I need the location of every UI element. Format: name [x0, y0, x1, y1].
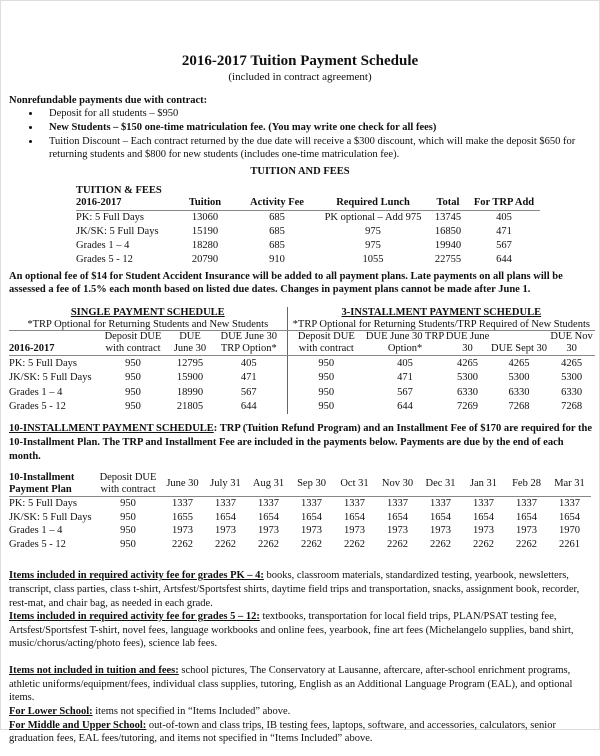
- table-cell: PK: 5 Full Days: [9, 357, 77, 369]
- column-header: July 31: [204, 472, 247, 497]
- column-header: Sep 30: [290, 472, 333, 497]
- column-header: Aug 31: [247, 472, 290, 497]
- table-cell: 950: [120, 498, 136, 510]
- table-cell: 910: [269, 253, 285, 265]
- table-cell: 567: [496, 239, 512, 251]
- table-cell: 2261: [559, 538, 580, 550]
- table-row: [76, 253, 540, 267]
- items-section: [9, 569, 597, 756]
- three-installment-title: 3-INSTALLMENT PAYMENT SCHEDULE: [341, 307, 542, 319]
- table-cell: 1337: [387, 498, 408, 510]
- table-cell: 15190: [191, 225, 219, 237]
- table-cell: 15900: [176, 372, 204, 384]
- nonrefundable-heading: Nonrefundable payments due with contract:: [9, 94, 208, 106]
- table-cell: 5300: [561, 372, 583, 384]
- table-cell: Grades 1 – 4: [76, 239, 130, 251]
- table-cell: 1655: [172, 511, 193, 523]
- table-row: [76, 210, 540, 225]
- table-cell: 1337: [301, 498, 322, 510]
- table-cell: 4265: [561, 357, 583, 369]
- table-cell: 2262: [387, 538, 408, 550]
- items-not-included-label: Items not included in tuition and fees:: [9, 665, 179, 677]
- table-cell: 1973: [172, 525, 193, 537]
- table-cell: JK/SK: 5 Full Days: [9, 511, 92, 523]
- tuition-fees-table: [76, 185, 540, 267]
- table-cell: Grades 5 - 12: [9, 401, 66, 413]
- table-cell: 2262: [258, 538, 279, 550]
- table-cell: PK optional – Add 975: [324, 211, 422, 223]
- document-subtitle: (included in contract agreement): [228, 71, 372, 83]
- table-cell: 6330: [561, 386, 583, 398]
- table-cell: 950: [125, 401, 141, 413]
- items-5-12: [9, 610, 597, 651]
- table-cell: PK: 5 Full Days: [76, 211, 144, 223]
- table-cell: 18280: [191, 239, 219, 251]
- table-cell: 6330: [508, 386, 530, 398]
- list-item: • Tuition Discount – Each contract returned by the due date will receive a $300 discount, which will make the deposit $650 for returning students and $800 for new students (includes one-time matriculation fee).: [41, 135, 594, 162]
- table-cell: 1055: [362, 253, 384, 265]
- table-cell: 975: [365, 239, 381, 251]
- items-pk4-label: Items included in required activity fee for grades PK – 4:: [9, 570, 264, 582]
- table-cell: JK/SK: 5 Full Days: [76, 225, 159, 237]
- table-cell: 7269: [457, 401, 479, 413]
- table-cell: 644: [211, 400, 287, 415]
- column-header: TUITION & FEES 2016-2017: [76, 185, 174, 211]
- table-cell: 1654: [473, 511, 494, 523]
- column-header: DUE June 30 TRP Option*: [211, 331, 287, 356]
- single-payment-note: *TRP Optional for Returning Students and New Students: [9, 319, 287, 331]
- insurance-note: An optional fee of $14 for Student Accident Insurance will be added to all payment plans. Late payments on all plans will be assessed a fee of 1.5% each month based on listed due dates. Changes in payment plans cannot be made after June 1.: [9, 270, 563, 296]
- middle-upper-text: out-of-town and class trips, IB testing fees, laptops, software, and accessories, calculators, senior graduation fees, EAL fees/tutoring, and items not specified in “Items Included” above.: [9, 719, 556, 745]
- table-cell: 1337: [258, 498, 279, 510]
- table-cell: Grades 5 - 12: [9, 538, 66, 550]
- table-row: [9, 511, 591, 525]
- table-row: [76, 239, 540, 253]
- column-header: Deposit DUE with contract: [97, 331, 169, 356]
- lower-school-label: For Lower School:: [9, 706, 93, 718]
- table-cell: Grades 1 – 4: [9, 386, 63, 398]
- table-cell: 1337: [172, 498, 193, 510]
- table-cell: 685: [269, 225, 285, 237]
- column-header: Feb 28: [505, 472, 548, 497]
- table-cell: 471: [397, 372, 413, 384]
- column-header: DUE Nov 30: [548, 331, 595, 356]
- lower-school-text: items not specified in “Items Included” above.: [92, 706, 291, 718]
- items-not-included-text: school pictures, The Conservatory at Lausanne, aftercare, after-school enrichment programs, athletic uniforms/equipment/fees, individual class supplies, tutoring, English as an Additional Language Program (EAL), and optional items.: [9, 665, 573, 704]
- table-cell: 2262: [215, 538, 236, 550]
- table-cell: 950: [125, 386, 141, 398]
- table-cell: 1337: [344, 498, 365, 510]
- payment-schedules-table: [9, 307, 595, 414]
- table-cell: JK/SK: 5 Full Days: [9, 372, 92, 384]
- table-cell: 1654: [387, 511, 408, 523]
- table-cell: 6330: [457, 386, 479, 398]
- table-cell: 1973: [344, 525, 365, 537]
- table-row: [9, 371, 595, 386]
- table-row: [9, 385, 595, 400]
- list-item: • Deposit for all students – $950: [41, 107, 594, 121]
- table-cell: 7268: [508, 401, 530, 413]
- ten-installment-label: 10-INSTALLMENT PAYMENT SCHEDULE: [9, 423, 214, 435]
- table-row: [9, 497, 591, 511]
- table-cell: 1654: [430, 511, 451, 523]
- items-middle-upper: [9, 719, 597, 746]
- table-cell: 1337: [516, 498, 537, 510]
- table-cell: Grades 5 - 12: [76, 253, 133, 265]
- items-5-12-label: Items included in required activity fee for grades 5 – 12:: [9, 611, 260, 623]
- table-cell: 21805: [176, 401, 204, 413]
- table-cell: 471: [496, 225, 512, 237]
- column-header: Dec 31: [419, 472, 462, 497]
- table-cell: 13745: [434, 211, 462, 223]
- column-header: Required Lunch: [318, 185, 428, 211]
- table-row: [9, 400, 595, 415]
- table-cell: 19940: [434, 239, 462, 251]
- column-header: 10-Installment Payment Plan: [9, 472, 95, 497]
- table-cell: 1337: [559, 498, 580, 510]
- column-header: DUE June 30: [169, 331, 211, 356]
- nonrefundable-section: [9, 94, 594, 162]
- table-cell: 975: [365, 225, 381, 237]
- table-cell: 1337: [215, 498, 236, 510]
- table-row: [9, 356, 595, 371]
- table-cell: 13060: [191, 211, 219, 223]
- column-header: June 30: [161, 472, 204, 497]
- table-cell: 405: [211, 356, 287, 371]
- table-cell: 1973: [387, 525, 408, 537]
- table-cell: 471: [211, 371, 287, 386]
- table-cell: 567: [397, 386, 413, 398]
- column-header: Jan 31: [462, 472, 505, 497]
- table-cell: 1337: [430, 498, 451, 510]
- table-cell: 644: [496, 253, 512, 265]
- table-cell: 22755: [434, 253, 462, 265]
- table-row: [76, 225, 540, 239]
- table-header-row: [9, 331, 595, 356]
- table-cell: 1654: [215, 511, 236, 523]
- table-row: [9, 538, 591, 552]
- column-header: For TRP Add: [468, 185, 540, 211]
- column-header: DUE June 30 TRP Option*: [365, 331, 445, 356]
- table-cell: 2262: [301, 538, 322, 550]
- table-cell: 5300: [457, 372, 479, 384]
- table-row: [9, 524, 591, 538]
- table-cell: 1654: [301, 511, 322, 523]
- table-cell: 2262: [430, 538, 451, 550]
- table-cell: 567: [211, 385, 287, 400]
- column-header: Tuition: [174, 185, 236, 211]
- table-cell: 2262: [172, 538, 193, 550]
- single-payment-title: SINGLE PAYMENT SCHEDULE: [9, 307, 287, 319]
- table-header-row: [76, 185, 540, 211]
- table-cell: 405: [397, 357, 413, 369]
- table-cell: 2262: [516, 538, 537, 550]
- table-cell: 950: [318, 372, 335, 384]
- table-cell: 12795: [176, 357, 204, 369]
- three-installment-note: *TRP Optional for Returning Students/TRP Required of New Students: [287, 319, 595, 331]
- table-cell: 1654: [516, 511, 537, 523]
- table-cell: 1654: [258, 511, 279, 523]
- table-cell: 950: [125, 372, 141, 384]
- column-header: Total: [428, 185, 468, 211]
- table-cell: 5300: [508, 372, 530, 384]
- table-header-row: [9, 472, 591, 497]
- table-cell: 685: [269, 211, 285, 223]
- table-cell: 1973: [215, 525, 236, 537]
- table-cell: 1970: [559, 525, 580, 537]
- list-item: • New Students – $150 one-time matriculation fee. (You may write one check for all fees): [41, 121, 594, 135]
- column-header: Oct 31: [333, 472, 376, 497]
- table-cell: 950: [120, 511, 136, 523]
- ten-installment-text: : TRP (Tuition Refund Program) and an Installment Fee of $170 are required for the 10-Installment Plan. The TRP and Installment Fee are included in the payments below. Payments are due by the end of each month.: [9, 423, 592, 462]
- table-cell: 16850: [434, 225, 462, 237]
- table-cell: 1973: [430, 525, 451, 537]
- table-cell: 1973: [473, 525, 494, 537]
- document-title: 2016-2017 Tuition Payment Schedule: [181, 53, 419, 69]
- column-header: DUE June 30: [445, 331, 490, 356]
- items-not-included: [9, 664, 597, 705]
- table-cell: 950: [318, 386, 335, 398]
- tuition-fees-heading: TUITION AND FEES: [250, 165, 350, 177]
- column-header: 2016-2017: [9, 331, 97, 356]
- table-cell: 1973: [258, 525, 279, 537]
- table-cell: 2262: [473, 538, 494, 550]
- table-cell: 4265: [457, 357, 479, 369]
- ten-installment-note: [9, 422, 594, 463]
- table-cell: 950: [318, 401, 335, 413]
- table-cell: 20790: [191, 253, 219, 265]
- table-cell: 405: [496, 211, 512, 223]
- items-5-12-text: textbooks, transportation for local field trips, PLAN/PSAT testing fee, Artsfest/Sportsfest T-shirt, novel fees, language workbooks and online fees, yearbook, fine art fees (Michelangelo supplies, band shirt, music/chorus/acting/photo fees), science lab fees.: [9, 611, 574, 650]
- table-cell: Grades 1 – 4: [9, 525, 63, 537]
- table-cell: 950: [120, 525, 136, 537]
- table-cell: 2262: [344, 538, 365, 550]
- items-lower-school: [9, 705, 597, 719]
- table-cell: 1654: [559, 511, 580, 523]
- table-cell: 18990: [176, 386, 204, 398]
- column-header: Deposit DUE with contract: [287, 331, 365, 356]
- column-header: DUE Sept 30: [490, 331, 548, 356]
- column-header: Nov 30: [376, 472, 419, 497]
- items-pk4: [9, 569, 597, 610]
- column-header: Mar 31: [548, 472, 591, 497]
- column-header: Deposit DUE with contract: [95, 472, 161, 497]
- middle-upper-label: For Middle and Upper School:: [9, 719, 147, 731]
- table-cell: 1337: [473, 498, 494, 510]
- table-cell: 950: [318, 357, 335, 369]
- table-cell: 4265: [508, 357, 530, 369]
- table-cell: PK: 5 Full Days: [9, 498, 77, 510]
- column-header: Activity Fee: [236, 185, 318, 211]
- table-cell: 685: [269, 239, 285, 251]
- table-cell: 7268: [561, 401, 583, 413]
- ten-installment-table: [9, 472, 591, 551]
- table-cell: 644: [397, 401, 413, 413]
- table-cell: 1973: [516, 525, 537, 537]
- table-cell: 1973: [301, 525, 322, 537]
- table-cell: 1654: [344, 511, 365, 523]
- items-pk4-text: books, classroom materials, standardized testing, yearbook, newsletters, transcript, class parties, class t-shirt, Artsfest/Sportsfest shirts, daytime field trips and transportation, snacks, assignment book, recorder, rest-mat, and chair bag, as needed in each grade.: [9, 570, 580, 609]
- table-cell: 950: [125, 357, 141, 369]
- table-cell: 950: [120, 538, 136, 550]
- nonrefundable-list: [9, 107, 594, 162]
